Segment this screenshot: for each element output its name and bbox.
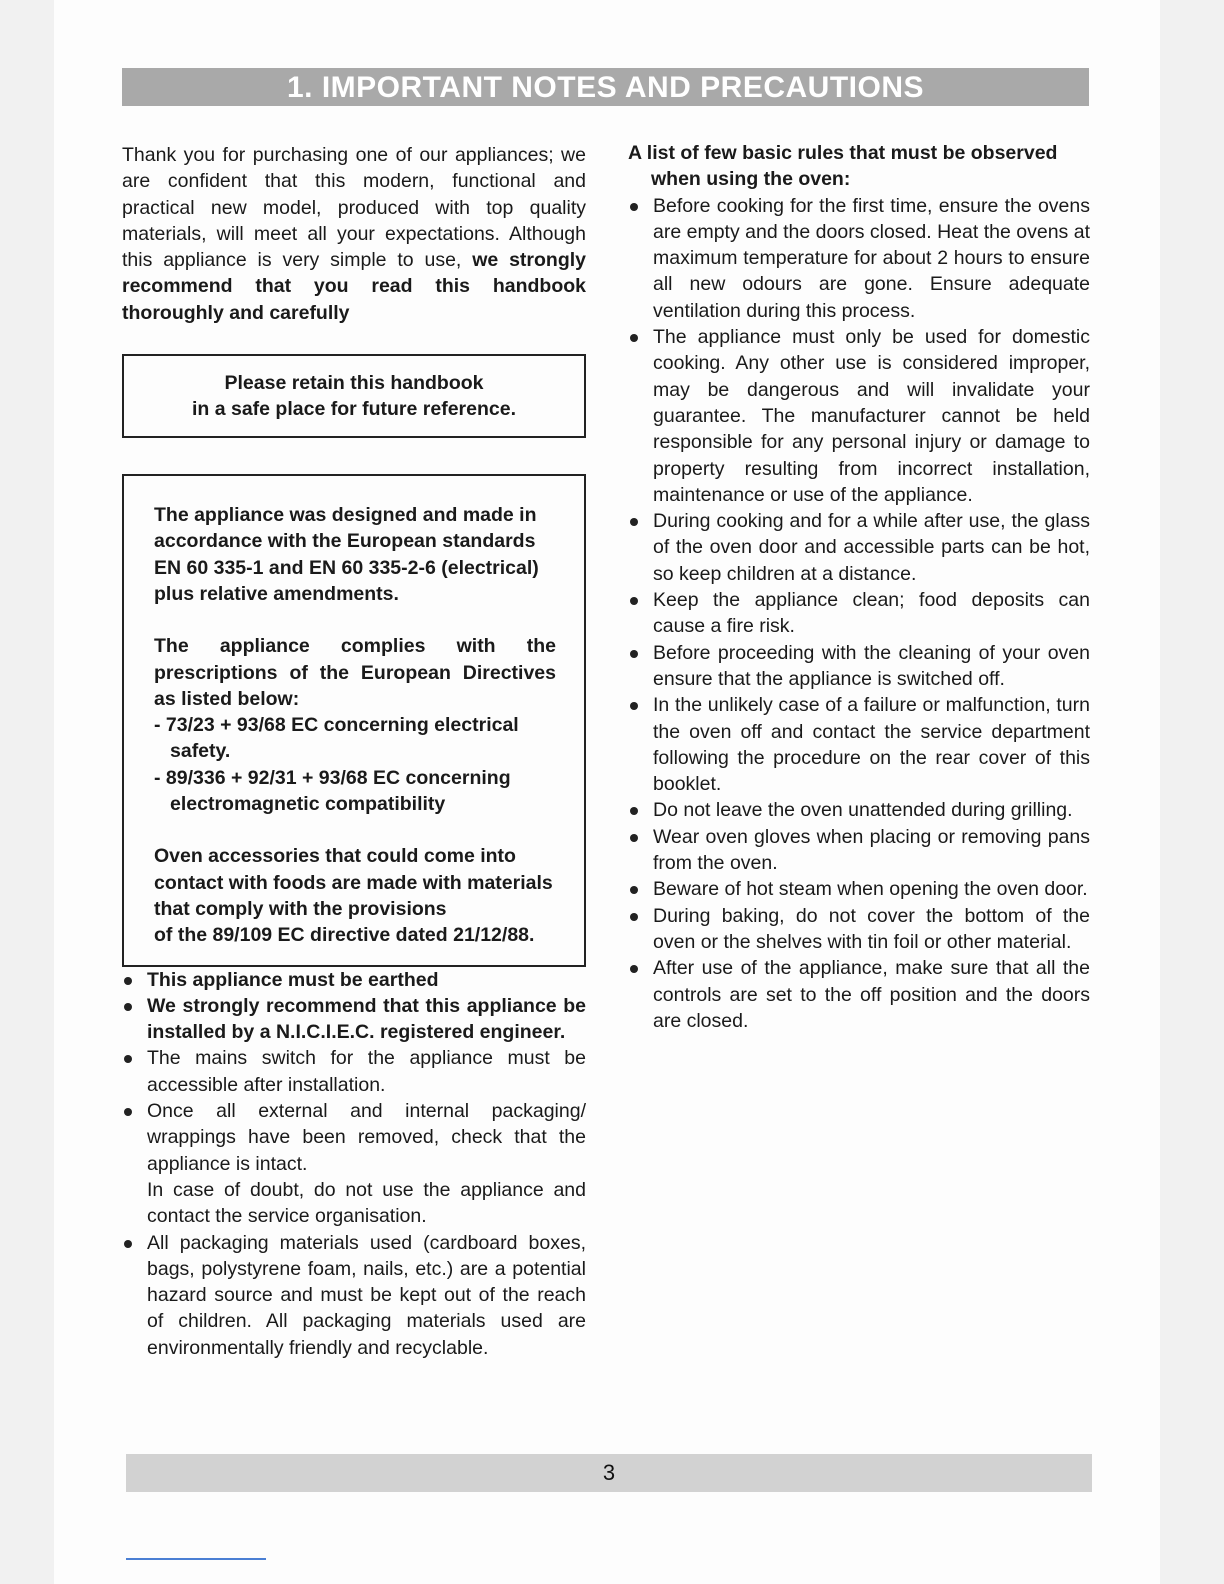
bullet-icon	[124, 977, 132, 985]
rules-heading: A list of few basic rules that must be observed when using the oven:	[628, 142, 1058, 191]
list-item	[122, 1045, 586, 1098]
bullet-icon	[124, 1055, 132, 1063]
intro-paragraph	[122, 142, 586, 326]
list-item-text: We strongly recommend that this appliance be installed by a N.I.C.I.E.C. registered engineer.	[147, 994, 586, 1044]
directives-paragraph: The appliance complies with the prescriptions of the European Directives as listed below:	[154, 635, 556, 710]
list-item	[122, 993, 586, 1046]
standards-paragraph: The appliance was designed and made in accordance with the European standards EN 60 335-1 and EN 60 335-2-6 (electrical) plus relative amendments.	[154, 504, 539, 605]
list-item-text: During baking, do not cover the bottom of the oven or the shelves with tin foil or other material.	[653, 904, 1090, 953]
bullet-icon	[630, 834, 638, 842]
bullet-icon	[124, 1240, 132, 1248]
list-item-text: Do not leave the oven unattended during grilling.	[653, 799, 1073, 822]
list-item-text: Wear oven gloves when placing or removing pans from the oven.	[653, 825, 1090, 875]
bullet-icon	[630, 650, 638, 658]
page-number: 3	[602, 1460, 616, 1485]
list-item	[628, 903, 1090, 956]
bullet-icon	[630, 886, 638, 894]
directive-item-emc: - 89/336 + 92/31 + 93/68 EC concerning electromagnetic compatibility	[154, 766, 511, 816]
section-title: 1. IMPORTANT NOTES AND PRECAUTIONS	[122, 68, 1089, 106]
list-item	[628, 955, 1090, 1034]
bullet-icon	[630, 965, 638, 973]
list-item	[122, 1230, 586, 1361]
bullet-icon	[630, 807, 638, 815]
list-item	[628, 508, 1090, 587]
bullet-icon	[630, 518, 638, 526]
bullet-icon	[124, 1108, 132, 1116]
list-item	[628, 640, 1090, 693]
standards-box	[122, 474, 586, 966]
accessories-directive: of the 89/109 EC directive dated 21/12/88.	[154, 924, 535, 947]
bullet-icon	[630, 913, 638, 921]
list-item	[628, 692, 1090, 797]
list-item	[122, 1098, 586, 1229]
bullet-icon	[630, 203, 638, 211]
list-item-text: Beware of hot steam when opening the oven door.	[653, 878, 1088, 901]
intro-text: Thank you for purchasing one of our appliances; we are confident that this modern, functional and practical new model, produced with top quality materials, will meet all your expectations. Although this appliance is very simple to use,	[122, 144, 586, 272]
list-item-text: The mains switch for the appliance must be accessible after installation.	[147, 1047, 586, 1096]
list-item	[628, 324, 1090, 508]
retain-handbook-box	[122, 354, 586, 438]
directive-item-electrical: - 73/23 + 93/68 EC concerning electrical safety.	[154, 714, 519, 763]
scan-artifact-line	[126, 1558, 266, 1560]
list-item-text: This appliance must be earthed	[147, 968, 439, 991]
list-item-text: After use of the appliance, make sure that all the controls are set to the off position and the doors are closed.	[653, 957, 1090, 1032]
bullet-icon	[124, 1003, 132, 1011]
scan-margin-right	[1160, 0, 1224, 1584]
oven-rules-list	[628, 193, 1090, 1035]
right-column	[628, 140, 1090, 1034]
list-item-text: During cooking and for a while after use, the glass of the oven door and accessible parts can be hot, so keep children at a distance.	[653, 510, 1090, 585]
list-item-text: The appliance must only be used for domestic cooking. Any other use is considered improper, may be dangerous and will invalidate your guarantee. The manufacturer cannot be held responsible for any personal injury or damage to property resulting from incorrect installation, maintenance or use of the appliance.	[653, 326, 1090, 506]
list-item-text: Before proceeding with the cleaning of your oven ensure that the appliance is switched off.	[653, 641, 1090, 690]
bullet-icon	[630, 702, 638, 710]
accessories-paragraph: Oven accessories that could come into contact with foods are made with materials that comply with the provisions	[154, 845, 553, 920]
retain-line-1: Please retain this handbook	[224, 372, 484, 395]
list-item	[628, 824, 1090, 877]
list-item	[628, 587, 1090, 640]
list-item	[122, 967, 586, 993]
list-item-text: In the unlikely case of a failure or malfunction, turn the oven off and contact the service department following the procedure on the rear cover of this booklet.	[653, 694, 1090, 796]
list-item-text: All packaging materials used (cardboard boxes, bags, polystyrene foam, nails, etc.) are a potential hazard source and must be kept out of the reach of children. All packaging materials used are environmentally friendly and recyclable.	[147, 1231, 586, 1359]
list-item-text: Before cooking for the first time, ensure the ovens are empty and the doors closed. Heat the ovens at maximum temperature for about 2 hours to ensure all new odours are gone. Ensure adequate ventilation during this process.	[653, 194, 1090, 322]
installation-notes-list	[122, 967, 586, 1361]
footer-bar	[126, 1454, 1092, 1492]
list-item-text: Keep the appliance clean; food deposits can cause a fire risk.	[653, 589, 1090, 638]
list-item	[628, 876, 1090, 902]
scan-margin-left	[0, 0, 54, 1584]
list-item	[628, 193, 1090, 324]
bullet-icon	[630, 597, 638, 605]
bullet-icon	[630, 334, 638, 342]
left-column	[122, 142, 586, 1361]
list-item-text: Once all external and internal packaging/ wrappings have been removed, check that the appliance is intact.	[147, 1100, 586, 1175]
list-item	[628, 797, 1090, 823]
list-item-subtext: In case of doubt, do not use the appliance and contact the service organisation.	[147, 1178, 586, 1228]
intro-emphasis: we strongly recommend that you read this handbook thoroughly and carefully	[122, 249, 586, 324]
retain-line-2: in a safe place for future reference.	[191, 398, 517, 421]
